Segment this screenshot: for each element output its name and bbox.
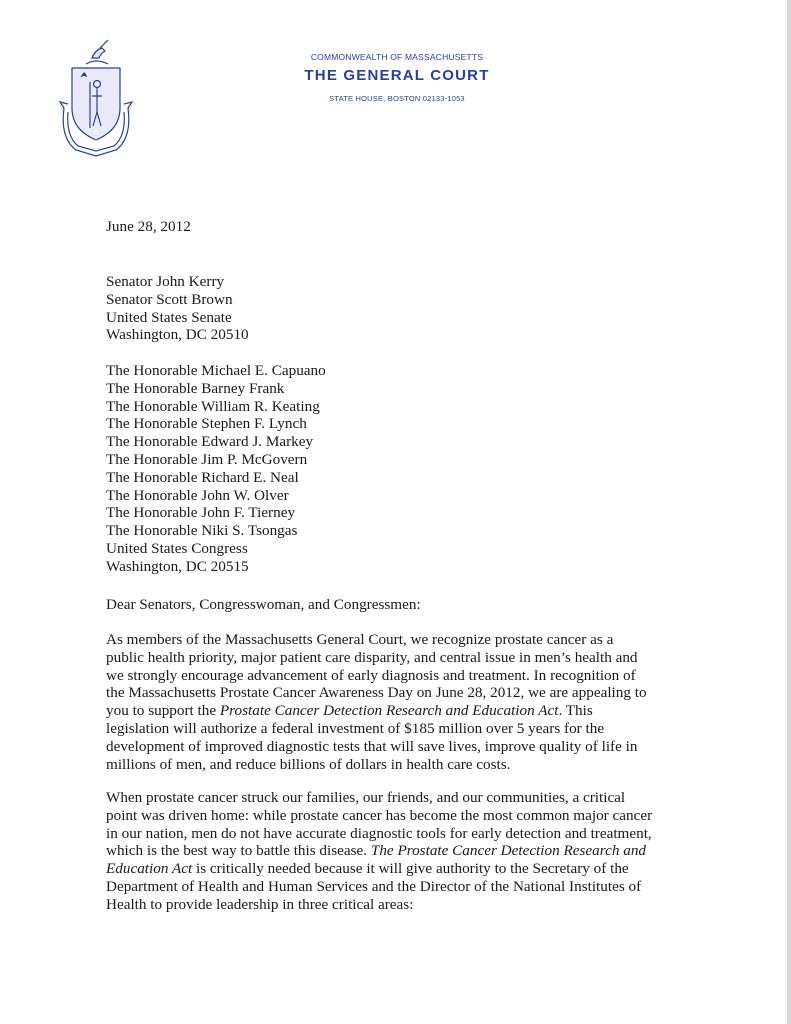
recipient-line: The Honorable William R. Keating: [106, 397, 320, 415]
body-paragraph-1: [106, 631, 647, 773]
paragraph-text: . This: [558, 702, 593, 720]
paragraph-line: we strongly encourage advancement of early diagnosis and treatment. In recognition of: [106, 666, 636, 684]
paragraph-line: [106, 842, 652, 860]
act-title: The Prostate Cancer Detection Research and: [370, 842, 647, 860]
recipient-line: Senator John Kerry: [106, 273, 225, 290]
paragraph-line: the Massachusetts Prostate Cancer Awareness Day on June 28, 2012, we are appealing to: [106, 684, 647, 702]
act-title: Prostate Cancer Detection Research and Education Act: [219, 702, 559, 720]
recipient-line: United States Senate: [106, 308, 232, 326]
paragraph-line: development of improved diagnostic tests that will save lives, improve quality of life in: [106, 737, 638, 755]
paragraph-line: public health priority, major patient care disparity, and central issue in men’s health and: [106, 648, 638, 666]
recipient-line: The Honorable Barney Frank: [106, 379, 285, 397]
paragraph-line: in our nation, men do not have accurate diagnostic tools for early detection and treatment,: [106, 824, 652, 842]
paragraph-line: As members of the Massachusetts General Court, we recognize prostate cancer as a: [106, 631, 614, 648]
act-title: Education Act: [106, 860, 193, 878]
recipient-line: The Honorable Edward J. Markey: [106, 433, 314, 451]
recipient-line: The Honorable Stephen F. Lynch: [106, 415, 307, 433]
paragraph-line: When prostate cancer struck our families, our friends, and our communities, a critical: [106, 789, 626, 806]
recipient-line: Washington, DC 20510: [106, 326, 249, 344]
paragraph-text: which is the best way to battle this disease.: [106, 842, 371, 860]
letterhead-org: COMMONWEALTH OF MASSACHUSETTS: [310, 52, 484, 62]
paragraph-text: is critically needed because it will give authority to the Secretary of the: [192, 860, 629, 878]
paragraph-line: legislation will authorize a federal investment of $185 million over 5 years for the: [106, 719, 605, 737]
recipient-line: United States Congress: [106, 539, 248, 557]
page-edge-shadow: [787, 0, 791, 1024]
body-paragraph-2: [106, 789, 652, 914]
recipient-line: The Honorable Richard E. Neal: [106, 468, 299, 486]
letter-date: June 28, 2012: [106, 218, 191, 235]
senate-recipients: [106, 273, 249, 344]
recipient-line: The Honorable Michael E. Capuano: [106, 362, 326, 379]
salutation: Dear Senators, Congresswoman, and Congressmen:: [106, 596, 421, 613]
paragraph-line: Health to provide leadership in three critical areas:: [106, 895, 414, 913]
letterhead: [262, 52, 532, 103]
paragraph-line: [106, 702, 647, 720]
paragraph-text: you to support the: [106, 702, 220, 720]
massachusetts-state-seal-icon: [56, 38, 136, 160]
recipient-line: The Honorable John F. Tierney: [106, 504, 296, 522]
paragraph-line: point was driven home: while prostate cancer has become the most common major cancer: [106, 806, 653, 824]
recipient-line: The Honorable Niki S. Tsongas: [106, 522, 298, 540]
letterhead-address: STATE HOUSE, BOSTON 02133-1053: [329, 94, 465, 103]
paragraph-line: [106, 860, 652, 878]
house-recipients: [106, 362, 326, 576]
recipient-line: Washington, DC 20515: [106, 557, 249, 575]
paragraph-line: Department of Health and Human Services and the Director of the National Institutes of: [106, 877, 642, 895]
recipient-line: The Honorable John W. Olver: [106, 486, 289, 504]
letterhead-title: THE GENERAL COURT: [304, 67, 490, 84]
paragraph-line: millions of men, and reduce billions of dollars in health care costs.: [106, 755, 511, 773]
recipient-line: The Honorable Jim P. McGovern: [106, 450, 308, 468]
recipient-line: Senator Scott Brown: [106, 290, 233, 308]
